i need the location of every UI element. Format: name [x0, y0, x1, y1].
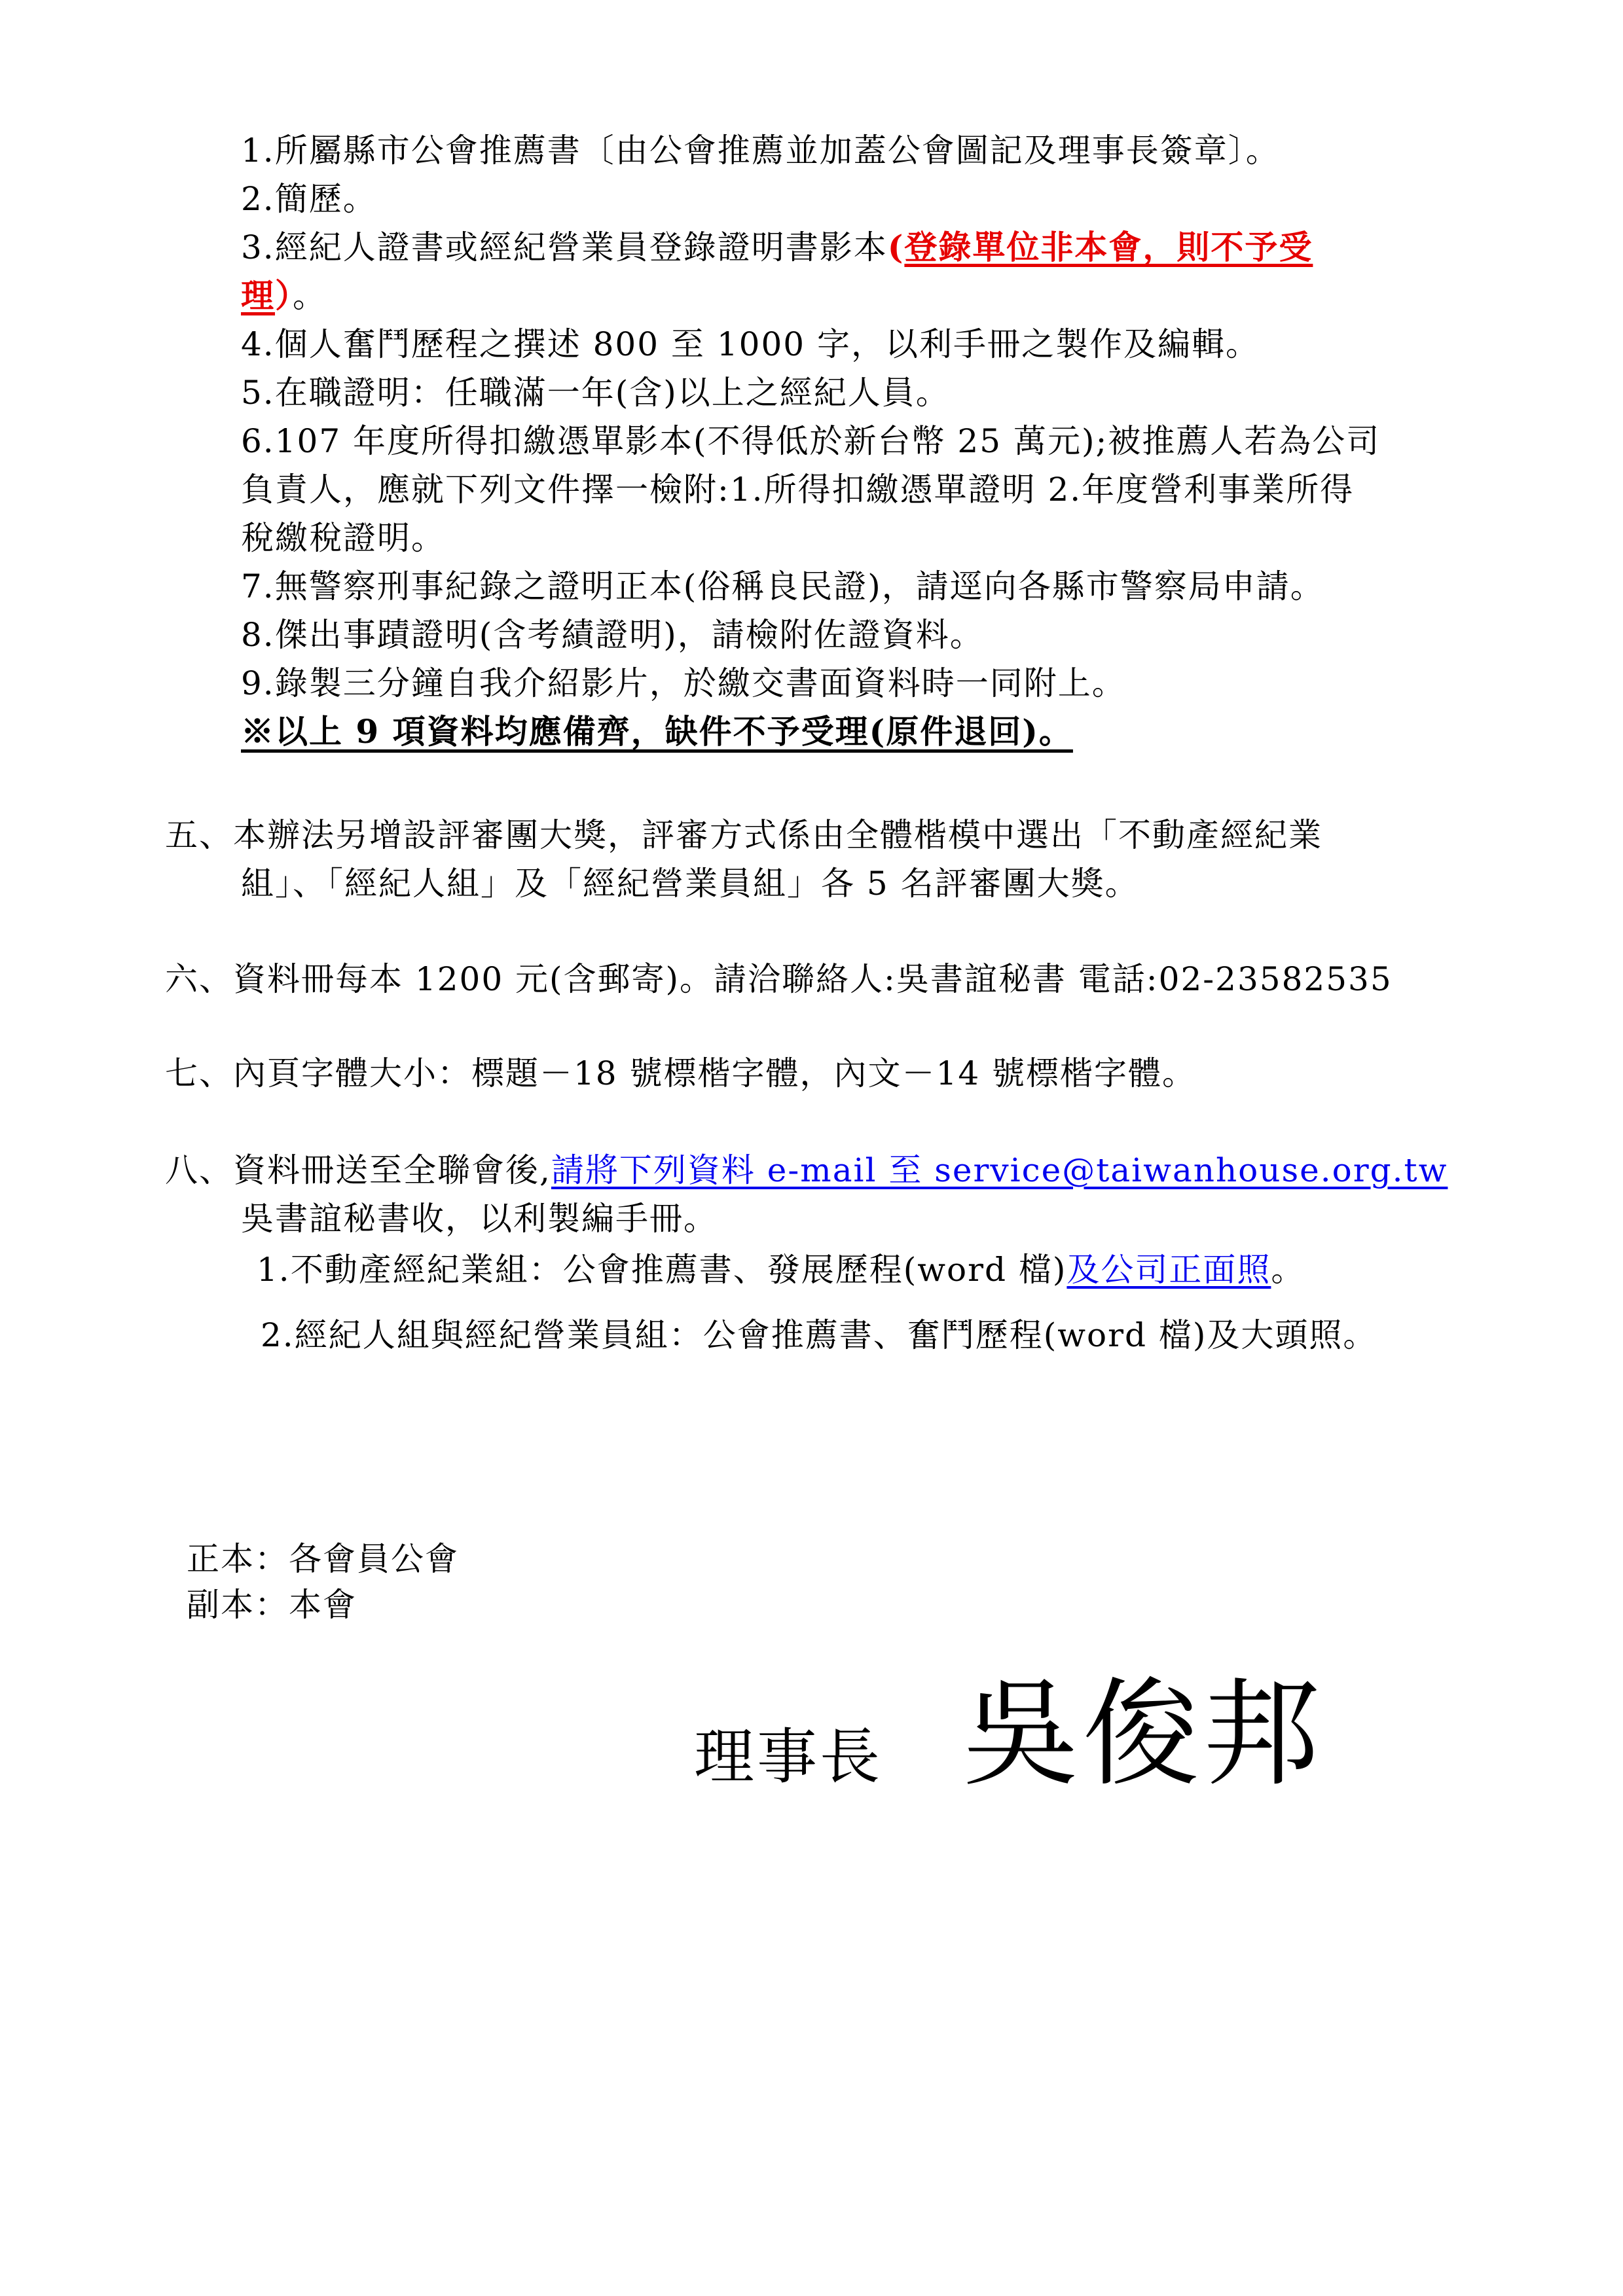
attachment-item-3-tail: 。: [293, 277, 327, 315]
section-eight-sub1-tail: 。: [1271, 1251, 1305, 1289]
attachment-item-8: 8.傑出事蹟證明(含考績證明)，請檢附佐證資料。: [241, 616, 984, 654]
attachments-notice: ※以上 9 項資料均應備齊，缺件不予受理(原件退回)。: [241, 712, 1073, 751]
distribution-copy: 副本：本會: [187, 1586, 357, 1624]
warning-paren-open: (: [887, 228, 905, 266]
company-photo-link[interactable]: 及公司正面照: [1067, 1251, 1271, 1289]
attachment-item-3-cont: [241, 276, 327, 315]
section-eight-sub2: 2.經紀人組與經紀營業員組：公會推薦書、奮鬥歷程(word 檔)及大頭照。: [261, 1316, 1377, 1354]
attachment-item-3-text: 3.經紀人證書或經紀營業員登錄證明書影本: [241, 228, 888, 266]
section-seven: 七、內頁字體大小：標題－18 號標楷字體，內文－14 號標楷字體。: [165, 1054, 1197, 1092]
distribution-original: 正本：各會員公會: [187, 1540, 459, 1578]
email-link[interactable]: 請將下列資料 e-mail 至 service@taiwanhouse.org.tw: [551, 1151, 1448, 1189]
attachment-item-2: 2.簡歷。: [241, 180, 377, 218]
section-eight-sub1: [257, 1250, 1305, 1289]
section-six: 六、資料冊每本 1200 元(含郵寄)。請洽聯絡人:吳書誼秘書 電話:02-23582535: [165, 960, 1393, 998]
attachment-item-7: 7.無警察刑事紀錄之證明正本(俗稱良民證)，請逕向各縣市警察局申請。: [241, 567, 1324, 605]
attachment-item-6-line3: 稅繳稅證明。: [241, 519, 445, 557]
section-eight-line2: 吳書誼秘書收，以利製編手冊。: [241, 1200, 718, 1238]
attachment-item-1: 1.所屬縣市公會推薦書〔由公會推薦並加蓋公會圖記及理事長簽章〕。: [241, 132, 1280, 170]
section-five-line2: 組」、「經紀人組」及「經紀營業員組」各 5 名評審團大獎。: [241, 865, 1139, 903]
warning-text-line1: 登錄單位非本會，則不予受: [904, 228, 1313, 266]
section-eight-prefix: 八、資料冊送至全聯會後,: [165, 1151, 551, 1189]
warning-paren-close: ）: [275, 276, 293, 315]
signature-title: 理事長: [694, 1722, 883, 1792]
attachment-item-6-line2: 負責人，應就下列文件擇一檢附:1.所得扣繳憑單證明 2.年度營利事業所得: [241, 471, 1355, 509]
attachment-item-5: 5.在職證明：任職滿一年(含)以上之經紀人員。: [241, 374, 950, 412]
signature-name: 吳俊邦: [962, 1666, 1324, 1802]
attachment-item-3: [241, 228, 1313, 267]
attachment-item-9: 9.錄製三分鐘自我介紹影片，於繳交書面資料時一同附上。: [241, 664, 1126, 702]
section-eight-line1: [165, 1151, 1448, 1190]
section-eight-sub1-text: 1.不動產經紀業組：公會推薦書、發展歷程(word 檔): [257, 1251, 1067, 1289]
section-five-line1: 五、本辦法另增設評審團大獎，評審方式係由全體楷模中選出「不動產經紀業: [165, 816, 1322, 854]
warning-text-line2: 理: [241, 276, 275, 315]
attachment-item-6-line1: 6.107 年度所得扣繳憑單影本(不得低於新台幣 25 萬元);被推薦人若為公司: [241, 422, 1381, 460]
attachment-item-4: 4.個人奮鬥歷程之撰述 800 至 1000 字，以利手冊之製作及編輯。: [241, 325, 1260, 363]
